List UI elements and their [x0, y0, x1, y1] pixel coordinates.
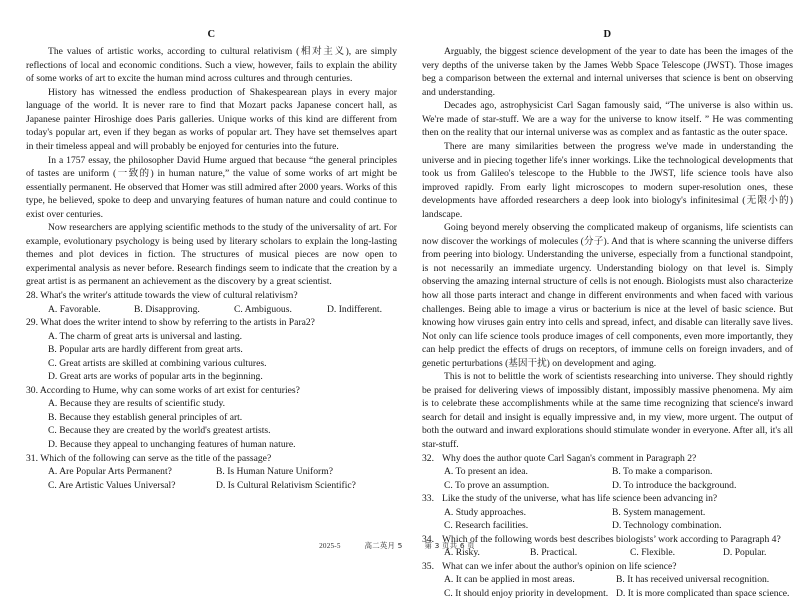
question-35-option-c[interactable]: C. It should enjoy priority in development. — [444, 588, 609, 599]
question-35-options-row-1 — [422, 573, 793, 587]
question-30 — [26, 384, 397, 452]
question-29-options — [26, 330, 397, 384]
passage-c-paragraph-2: History has witnessed the endless production of Shakespearean plays in every major language of the world. It is never rare to find that Mozart packs Japanese concert hall, as Japanese painter Hiroshige does Paris galleries. Unique works of this kind are different from today's popular art, even if they began as works of popular art. They have set themselves apart in their timeless appeal and will probably be enjoyed for centuries into the future. — [26, 86, 397, 152]
question-31-option-b[interactable]: B. Is Human Nature Uniform? — [216, 466, 333, 478]
question-32-option-b[interactable]: B. To make a comparison. — [612, 466, 713, 478]
question-32-options-row-1 — [422, 465, 793, 479]
page-footer — [0, 540, 794, 551]
question-29-option-c[interactable]: C. Great artists are skilled at combining various cultures. — [48, 357, 267, 369]
question-29-option-a[interactable]: A. The charm of great arts is universal and lasting. — [48, 330, 243, 342]
passage-c-paragraph-4: Now researchers are applying scientific methods to the study of the universality of art. For example, evolutionary psychology is being used by literary scholars to explain the long-lasting themes and plot devices in fiction. The structures of musical pieces are now open to experimental analysis as never before. Research findings seem to indicate that the creation by a great artist is as permanent an achievement as the discovery by a great scientist. — [26, 222, 397, 288]
question-28-option-b[interactable]: B. Disapproving. — [134, 303, 200, 315]
footer-date: 2025-5 — [319, 542, 341, 550]
question-34-option-a[interactable]: A. Risky. — [444, 547, 480, 559]
question-31-option-c[interactable]: C. Are Artistic Values Universal? — [48, 479, 176, 491]
question-30-option-b[interactable]: B. Because they establish general principles of art. — [48, 411, 243, 423]
question-34-text: Which of the following words best describes biologists’ work according to Paragraph 4? — [442, 533, 781, 545]
passage-d-paragraph-2: Decades ago, astrophysicist Carl Sagan famously said, “The universe is also within us. We're made of star-stuff. We are a way for the universe to know itself. ” He was commenting then on the reality that our internal universe was as complex and as fantastic as the outer space. — [422, 100, 793, 139]
question-31-number: 31. — [26, 452, 38, 464]
footer-exam-label: 高二英月 5 — [364, 541, 403, 550]
question-34-option-b[interactable]: B. Practical. — [530, 547, 578, 559]
question-30-stem — [26, 384, 397, 398]
question-33-option-a[interactable]: A. Study approaches. — [444, 506, 527, 518]
question-32-stem — [422, 452, 793, 466]
question-28 — [26, 289, 397, 316]
question-35-option-b[interactable]: B. It has received universal recognition. — [616, 574, 770, 586]
question-28-option-c[interactable]: C. Ambiguous. — [234, 303, 292, 315]
passage-c-paragraph-1: The values of artistic works, according to cultural relativism (相对主义), are simply reflections of local and economic conditions. Such a view, however, fails to explain the ability of some works of art to excite the human mind across cultures and through centuries. — [26, 46, 397, 85]
question-29-option-b[interactable]: B. Popular arts are hardly different from great arts. — [48, 344, 243, 356]
question-32-option-c[interactable]: C. To prove an assumption. — [444, 479, 550, 491]
question-31-options-row-2 — [26, 479, 397, 493]
question-32-number: 32. — [422, 452, 434, 464]
question-31-option-a[interactable]: A. Are Popular Arts Permanent? — [48, 466, 172, 478]
question-28-option-a[interactable]: A. Favorable. — [48, 303, 101, 315]
question-33-options-row-1 — [422, 506, 793, 520]
question-35 — [422, 560, 793, 601]
question-28-stem — [26, 289, 397, 303]
question-30-options — [26, 397, 397, 451]
question-29-stem — [26, 316, 397, 330]
question-28-number: 28. — [26, 289, 38, 301]
question-35-number: 35. — [422, 560, 434, 572]
passage-d-heading: D — [603, 29, 612, 40]
question-34-option-c[interactable]: C. Flexible. — [630, 547, 676, 559]
question-29-option-d[interactable]: D. Great arts are works of popular arts in the beginning. — [48, 371, 263, 383]
question-28-options — [26, 303, 397, 317]
question-33-stem — [422, 492, 793, 506]
question-33-option-d[interactable]: D. Technology combination. — [612, 520, 722, 532]
passage-c-paragraph-3: In a 1757 essay, the philosopher David Hume argued that because “the general principles of tastes are uniform (一致的) in human nature,” the value of some works of art might be essentially permanent. He observed that Homer was still admired after 2000 years. Works of this type, he believed, spoke to deep and unvarying features of human nature and could continue to exist over centuries. — [26, 154, 397, 220]
question-30-option-d[interactable]: D. Because they appeal to unchanging features of human nature. — [48, 438, 296, 450]
question-34-option-d[interactable]: D. Popular. — [723, 547, 767, 559]
question-31-stem — [26, 452, 397, 466]
question-33 — [422, 492, 793, 533]
question-32-text: Why does the author quote Carl Sagan's comment in Paragraph 2? — [442, 452, 697, 464]
question-33-text: Like the study of the universe, what has life science been advancing in? — [442, 493, 718, 505]
passage-d-paragraph-1: Arguably, the biggest science development of the year to date has been the images of the very depths of the universe taken by the James Webb Space Telescope (JWST). Those images beg a comparison between the external and internal universes that science is bent on observing and understanding. — [422, 46, 793, 98]
column-right-passage-d — [422, 28, 793, 601]
question-31 — [26, 452, 397, 493]
passage-c-heading: C — [207, 29, 216, 40]
question-28-option-d[interactable]: D. Indifferent. — [327, 303, 382, 315]
question-32-option-d[interactable]: D. To introduce the background. — [612, 479, 737, 491]
question-33-option-b[interactable]: B. System management. — [612, 506, 706, 518]
question-35-options-row-2 — [422, 587, 793, 601]
question-33-options-row-2 — [422, 519, 793, 533]
question-29-number: 29. — [26, 317, 38, 329]
question-29 — [26, 316, 397, 384]
question-34-number: 34. — [422, 533, 434, 545]
passage-d-paragraph-3: There are many similarities between the progress we've made in understanding the universe and in piecing together life's inner workings. Like the technological developments that took us from Galileo's telescope to the Hubble to the JWST, life science tools have also improved rapidly. From early light microscopes to modern super-resolution ones, these developments have afforded researchers a deep look into biology's infinitesimal (无限小的) landscape. — [422, 140, 793, 220]
question-33-number: 33. — [422, 493, 434, 505]
footer-pagination: 第 3 页共 6 页 — [424, 541, 475, 550]
question-31-option-d[interactable]: D. Is Cultural Relativism Scientific? — [216, 479, 356, 491]
question-29-text: What does the writer intend to show by referring to the artists in Para2? — [40, 317, 315, 329]
question-32 — [422, 452, 793, 493]
question-31-text: Which of the following can serve as the title of the passage? — [40, 452, 272, 464]
question-31-options-row-1 — [26, 465, 397, 479]
question-35-text: What can we infer about the author's opinion on life science? — [442, 560, 677, 572]
two-column-body — [0, 28, 794, 601]
question-33-option-c[interactable]: C. Research facilities. — [444, 520, 529, 532]
question-35-stem — [422, 560, 793, 574]
column-left-passage-c — [26, 28, 397, 601]
passage-d-paragraph-5: This is not to belittle the work of scientists researching into universe. They should rightly be praised for delivering views of impossibly distant, impossibly massive phenomena. My aim is to celebrate these accomplishments while at the same time recognizing that science's inward search for detail and insight is equally impressive and, in my view, more urgent. The output of both the outward and inward explorations should stimulate wonder in everyone. After all, it's all star-stuff. — [422, 371, 793, 450]
question-32-option-a[interactable]: A. To present an idea. — [444, 466, 528, 478]
question-32-options-row-2 — [422, 479, 793, 493]
passage-d-paragraph-4: Going beyond merely observing the complicated makeup of organisms, life scientists can now discover the workings of molecules (分子). And that is where scanning the universe differs from peering into biology. Understanding the universe, especially from a functional standpoint, is not necessarily an immediate urgency. Understanding biology on that level is. Simply observing the amazing internal structure of cells is not enough. Biologists must also characterize how all those parts interact and change in different environments and when faced with various challenges. Being able to image a virus or bacterium is nice at the level of basic science. But knowing how viruses gain entry into cells and spread, infect, and disable can literally save lives. Not only can life science tools produce images of cell components, even more importantly, they can help predict the effects of drugs on receptors, of immune cells on foreign invaders, and of genetic perturbations (基因干扰) on development and aging. — [422, 222, 793, 369]
question-30-number: 30. — [26, 384, 38, 396]
question-30-option-c[interactable]: C. Because they are created by the world's greatest artists. — [48, 425, 271, 437]
question-30-option-a[interactable]: A. Because they are results of scientific study. — [48, 398, 226, 410]
question-35-option-a[interactable]: A. It can be applied in most areas. — [444, 574, 575, 586]
question-30-text: According to Hume, why can some works of art exist for centuries? — [39, 384, 300, 396]
question-28-text: What's the writer's attitude towards the view of cultural relativism? — [40, 289, 298, 301]
question-35-option-d[interactable]: D. It is more complicated than space science. — [616, 588, 790, 599]
